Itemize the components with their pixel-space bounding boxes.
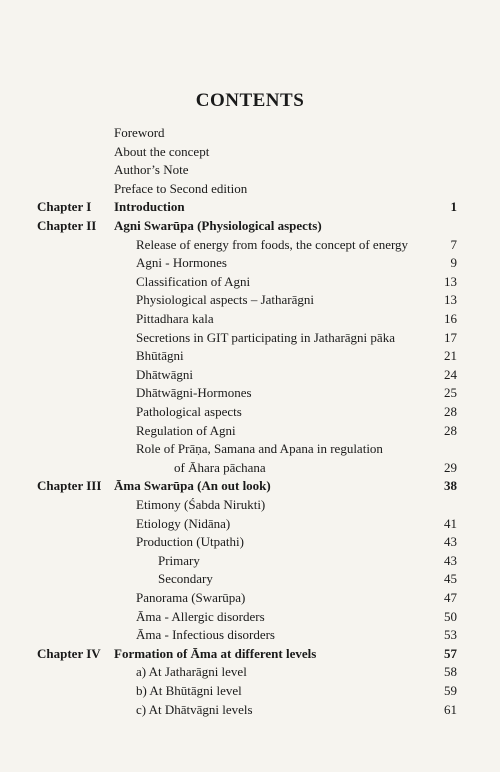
- entry-title: c) At Dhātvāgni levels: [136, 701, 253, 717]
- entry-title: Preface to Second edition: [114, 180, 248, 196]
- toc-entry: [0, 459, 500, 477]
- toc-entry: [0, 477, 500, 495]
- page-number: 25: [444, 385, 457, 401]
- entry-title: Release of energy from foods, the concept of energy: [136, 236, 409, 252]
- entry-title: Dhātwāgni: [136, 366, 194, 382]
- entry-title: Āma - Allergic disorders: [136, 608, 265, 624]
- toc-entry: [0, 384, 500, 402]
- entry-title: of Āhara pāchana: [174, 459, 266, 475]
- entry-title: Role of Prāṇa, Samana and Apana in regulation: [136, 441, 383, 457]
- toc-entry: [0, 589, 500, 607]
- entry-title: Āma - Infectious disorders: [136, 627, 275, 643]
- page-number: 53: [444, 627, 457, 643]
- entry-title: Production (Utpathi): [136, 534, 244, 550]
- page-number: 61: [444, 701, 457, 717]
- page-number: 17: [444, 329, 457, 345]
- page-number: 43: [444, 534, 457, 550]
- entry-title: a) At Jatharāgni level: [136, 664, 247, 680]
- chapter-label: Chapter IV: [37, 645, 101, 661]
- toc-entry: [0, 533, 500, 551]
- page-number: 9: [450, 255, 457, 271]
- toc-entry: [0, 217, 500, 235]
- toc-entry: [0, 180, 500, 198]
- page-number: 13: [444, 273, 457, 289]
- toc-entry: [0, 645, 500, 663]
- entry-title: Secretions in GIT participating in Jatharāgni pāka: [136, 329, 395, 345]
- toc-entry: [0, 366, 500, 384]
- entry-title: Āma Swarūpa (An out look): [114, 478, 271, 494]
- page-number: 58: [444, 664, 457, 680]
- entry-title: Secondary: [158, 571, 213, 587]
- page-number: 38: [444, 478, 457, 494]
- toc-entry: [0, 626, 500, 644]
- page-number: 7: [450, 236, 457, 252]
- chapter-label: Chapter II: [37, 218, 97, 233]
- toc-entry: [0, 347, 500, 365]
- entry-title: Agni Swarūpa (Physiological aspects): [114, 218, 322, 233]
- page-number: 21: [444, 348, 457, 364]
- toc-entry: [0, 701, 500, 719]
- toc-entry: [0, 515, 500, 533]
- toc-entry: [0, 496, 500, 514]
- entry-title: Primary: [158, 552, 200, 568]
- toc-entry: [0, 570, 500, 588]
- page-number: 1: [450, 199, 457, 215]
- toc-entry: [0, 663, 500, 681]
- page-number: 41: [444, 515, 457, 531]
- toc-entry: [0, 329, 500, 347]
- toc-entry: [0, 143, 500, 161]
- toc-entry: [0, 124, 500, 142]
- entry-title: Regulation of Agni: [136, 422, 236, 438]
- entry-title: Bhūtāgni: [136, 348, 184, 364]
- page-number: 28: [444, 422, 457, 438]
- toc-entry: [0, 236, 500, 254]
- page-title: CONTENTS: [195, 90, 305, 111]
- entry-title: Physiological aspects – Jatharāgni: [136, 292, 314, 308]
- page-number: 29: [444, 459, 457, 475]
- page-number: 43: [444, 552, 457, 568]
- entry-title: Etiology (Nidāna): [136, 515, 231, 531]
- entry-title: Foreword: [114, 125, 165, 140]
- entry-title: Author’s Note: [114, 162, 189, 178]
- page-number: 28: [444, 404, 457, 419]
- entry-title: Pittadhara kala: [136, 311, 214, 326]
- toc-entry: [0, 273, 500, 291]
- page-number: 47: [444, 590, 457, 605]
- toc-entry: [0, 422, 500, 440]
- toc-entry: [0, 608, 500, 626]
- entry-title: Introduction: [114, 199, 185, 215]
- toc-entry: [0, 552, 500, 570]
- entry-title: Formation of Āma at different levels: [114, 645, 317, 661]
- toc-entry: [0, 161, 500, 179]
- page-number: 16: [444, 311, 457, 326]
- toc-entry: [0, 291, 500, 309]
- entry-title: About the concept: [114, 143, 210, 159]
- chapter-label: Chapter I: [37, 199, 92, 215]
- entry-title: Classification of Agni: [136, 273, 251, 289]
- toc-entry: [0, 682, 500, 700]
- page-number: 24: [444, 366, 457, 382]
- chapter-label: Chapter III: [37, 478, 102, 494]
- entry-title: Pathological aspects: [136, 404, 242, 419]
- toc-entry: [0, 440, 500, 458]
- page-number: 13: [444, 292, 457, 308]
- entry-title: b) At Bhūtāgni level: [136, 683, 242, 698]
- entry-title: Agni - Hormones: [136, 255, 227, 271]
- page-number: 57: [444, 645, 457, 661]
- entry-title: Panorama (Swarūpa): [136, 590, 246, 605]
- toc-entry: [0, 254, 500, 272]
- entry-title: Etimony (Śabda Nirukti): [136, 497, 266, 512]
- toc-entry: [0, 403, 500, 421]
- page-number: 45: [444, 571, 457, 587]
- entry-title: Dhātwāgni-Hormones: [136, 385, 252, 401]
- page-number: 59: [444, 683, 457, 698]
- page-number: 50: [444, 608, 457, 624]
- toc-entry: [0, 198, 500, 216]
- toc-entry: [0, 310, 500, 328]
